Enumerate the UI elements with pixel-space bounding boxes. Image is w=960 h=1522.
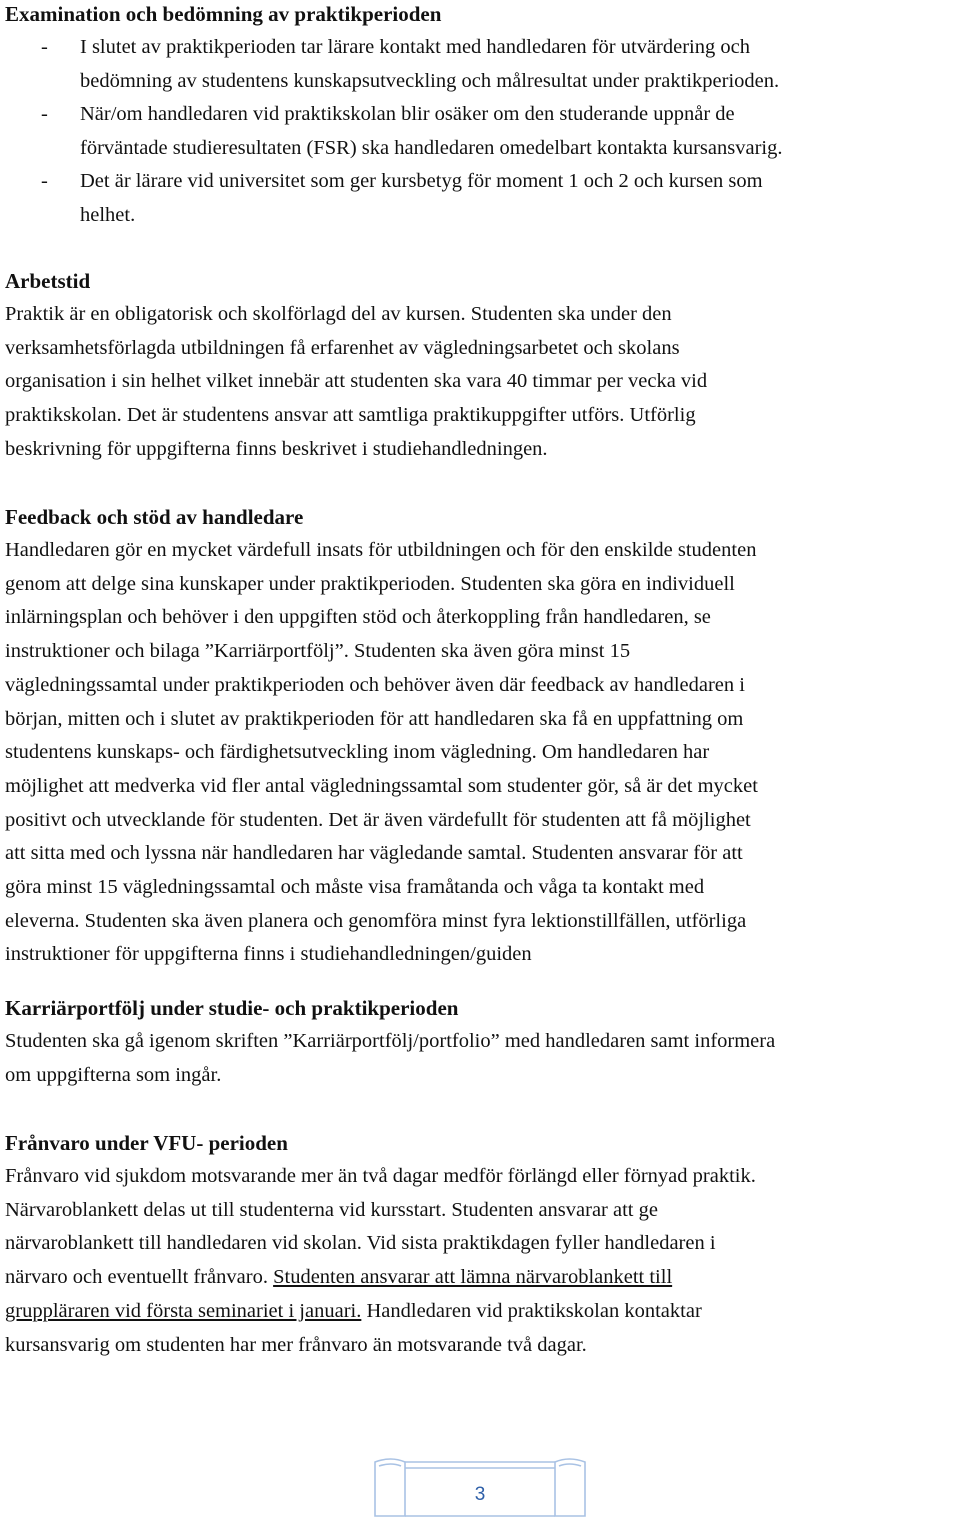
paragraph-line: vägledningssamtal under praktikperioden och behöver även där feedback av handledaren i (5, 673, 745, 696)
paragraph-line: instruktioner för uppgifterna finns i studiehandledningen/guiden (5, 943, 532, 966)
bullet-line: bedömning av studentens kunskapsutveckling och målresultat under praktikperioden. (80, 69, 780, 92)
text-run: Handledaren vid praktikskolan kontaktar (361, 1299, 702, 1322)
section-arbetstid (5, 264, 707, 467)
section-heading: Frånvaro under VFU- perioden (5, 1131, 288, 1155)
paragraph-line (5, 1261, 756, 1295)
paragraph-line: praktikskolan. Det är studentens ansvar att samtliga praktikuppgifter utförs. Utförlig (5, 404, 696, 427)
paragraph-line: organisation i sin helhet vilket innebär att studenten ska vara 40 timmar per vecka vid (5, 370, 708, 393)
bullet-item (5, 31, 782, 98)
text-run: närvaro och eventuellt frånvaro. (5, 1266, 274, 1289)
page-footer (371, 1452, 589, 1522)
bullet-line: I slutet av praktikperioden tar lärare kontakt med handledaren för utvärdering och (80, 36, 750, 58)
bullet-line: Det är lärare vid universitet som ger kursbetyg för moment 1 och 2 och kursen som (80, 170, 763, 192)
bullet-line: förväntade studieresultaten (FSR) ska handledaren omedelbart kontakta kursansvarig. (80, 136, 783, 159)
paragraph-line: möjlighet att medverka vid fler antal vägledningssamtal som studenter gör, så är det mycket (5, 774, 758, 797)
section-franvaro (5, 1126, 756, 1362)
section-heading: Examination och bedömning av praktikperioden (5, 2, 442, 26)
paragraph-line: Studenten ska gå igenom skriften ”Karriärportfölj/portfolio” med handledaren samt informera (5, 1030, 776, 1052)
paragraph-line: Handledaren gör en mycket värdefull insats för utbildningen och för den enskilde studenten (5, 539, 757, 561)
paragraph-line: göra minst 15 vägledningssamtal och måste visa framåtanda och våga ta kontakt med (5, 876, 705, 899)
paragraph-line: studentens kunskaps- och färdighetsutveckling inom vägledning. Om handledaren har (5, 741, 710, 764)
paragraph-line: början, mitten och i slutet av praktikperioden för att handledaren ska få en uppfattning om (5, 707, 744, 730)
section-heading: Karriärportfölj under studie- och praktikperioden (5, 996, 459, 1020)
section-heading: Arbetstid (5, 269, 91, 293)
paragraph-line: Närvaroblankett delas ut till studenterna vid kursstart. Studenten ansvarar att ge (5, 1198, 658, 1221)
paragraph-line: Frånvaro vid sjukdom motsvarande mer än två dagar medför förlängd eller förnyad praktik. (5, 1165, 756, 1187)
bullet-line: När/om handledaren vid praktikskolan blir osäker om den studerande uppnår de (80, 103, 735, 125)
bullet-dash: - (41, 36, 48, 58)
paragraph-line: att sitta med och lyssna när handledaren har vägledande samtal. Studenten ansvarar för att (5, 842, 743, 865)
paragraph-line: inlärningsplan och behöver i den uppgiften stöd och återkoppling från handledaren, se (5, 606, 711, 629)
paragraph-line: genom att delge sina kunskaper under praktikperioden. Studenten ska göra en individuell (5, 572, 735, 595)
bullet-line: helhet. (80, 203, 136, 226)
paragraph-line: Praktik är en obligatorisk och skolförlagd del av kursen. Studenten ska under den (5, 303, 672, 325)
paragraph-line: om uppgifterna som ingår. (5, 1063, 222, 1086)
paragraph-line: positivt och utvecklande för studenten. Det är även värdefullt för studenten att få möjlighet (5, 808, 751, 831)
paragraph-line: närvaroblankett till handledaren vid skolan. Vid sista praktikdagen fyller handledaren i (5, 1232, 716, 1255)
paragraph (5, 298, 707, 467)
section-feedback (5, 500, 758, 972)
section-heading: Feedback och stöd av handledare (5, 505, 304, 529)
section-karriarportfolj (5, 991, 775, 1092)
underlined-text: Studenten ansvarar att lämna närvaroblankett till (273, 1266, 673, 1289)
page-number: 3 (474, 1484, 486, 1505)
paragraph-line (5, 1295, 756, 1329)
paragraph (5, 1025, 775, 1092)
section-examination (5, 0, 782, 232)
bullet-item (5, 98, 782, 165)
underlined-text: gruppläraren vid första seminariet i januari. (5, 1299, 362, 1322)
bullet-dash: - (41, 103, 48, 125)
bullet-item (5, 165, 782, 232)
bullet-dash: - (41, 170, 48, 192)
paragraph (5, 534, 758, 972)
paragraph-line: instruktioner och bilaga ”Karriärportfölj”. Studenten ska även göra minst 15 (5, 640, 631, 663)
paragraph (5, 1160, 756, 1362)
paragraph-line: beskrivning för uppgifterna finns beskrivet i studiehandledningen. (5, 437, 548, 460)
paragraph-line: kursansvarig om studenten har mer frånvaro än motsvarande två dagar. (5, 1333, 587, 1356)
paragraph-line: eleverna. Studenten ska även planera och genomföra minst fyra lektionstillfällen, utförliga (5, 909, 747, 932)
paragraph-line: verksamhetsförlagda utbildningen få erfarenhet av vägledningsarbetet och skolans (5, 336, 680, 359)
